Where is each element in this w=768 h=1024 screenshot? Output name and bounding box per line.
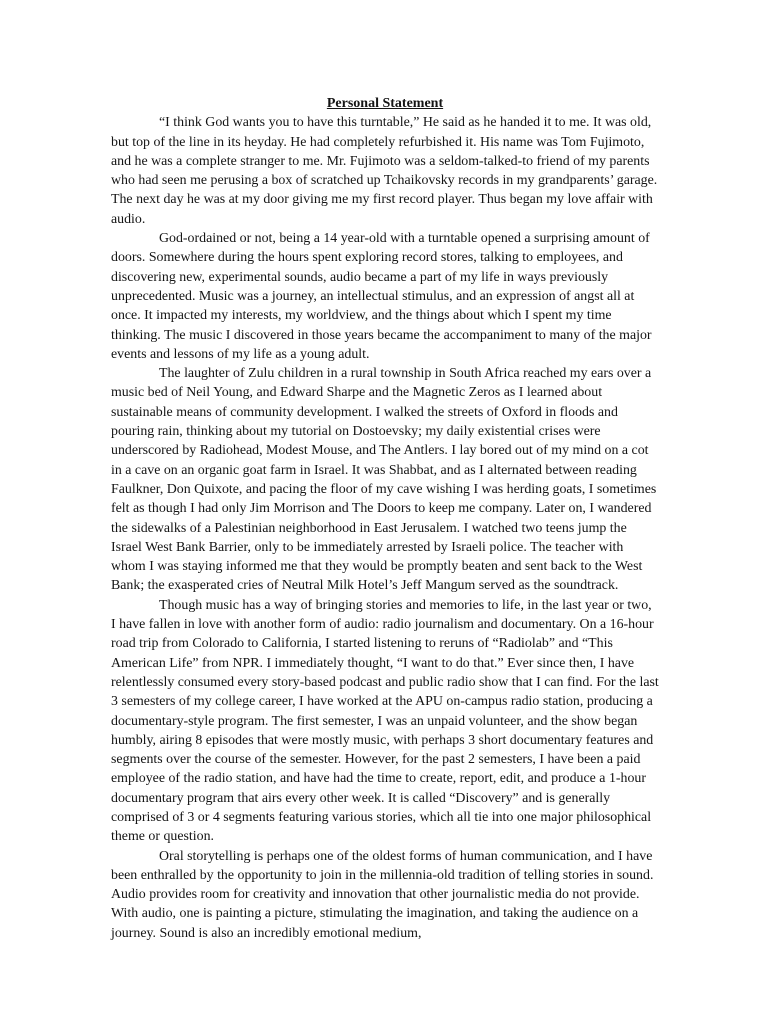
paragraph-turntable: “I think God wants you to have this turntable,” He said as he handed it to me. It was old, but top of the line in its heyday. He had completely refurbished it. His name was Tom Fujimoto, and he was a complete stranger to me. Mr. Fujimoto was a seldom-talked-to friend of my parents who had seen me perusing a box of scratched up Tchaikovsky records in my grandparents’ garage. The next day he was at my door giving me my first record player. Thus began my love affair with audio. <box>111 115 658 227</box>
paragraph-radio-journalism: Though music has a way of bringing stories and memories to life, in the last year or two, I have fallen in love with another form of audio: radio journalism and documentary. On a 16-hour road trip from Colorado to California, I started listening to reruns of “Radiolab” and “This American Life” from NPR. I immediately thought, “I want to do that.” Ever since then, I have relentlessly consumed every story-based podcast and public radio show that I can find. For the last 3 semesters of my college career, I have worked at the APU on-campus radio station, producing a documentary-style program. The first semester, I was an unpaid volunteer, and the show began humbly, airing 8 episodes that were mostly music, with perhaps 3 short documentary features and segments over the course of the semester. However, for the past 2 semesters, I have been a paid employee of the radio station, and have had the time to create, report, edit, and produce a 1-hour documentary program that airs every other week. It is called “Discovery” and is generally comprised of 3 or 4 segments featuring various stories, which all tie into one major philosophical theme or question. <box>111 597 659 845</box>
paragraph-travels: The laughter of Zulu children in a rural township in South Africa reached my ears over a music bed of Neil Young, and Edward Sharpe and the Magnetic Zeros as I learned about sustainable means of community development. I walked the streets of Oxford in floods and pouring rain, thinking about my tutorial on Dostoevsky; my daily existential crises were underscored by Radiohead, Modest Mouse, and The Antlers. I lay bored out of my mind on a cot in a cave on an organic goat farm in Israel. It was Shabbat, and as I alternated between reading Faulkner, Don Quixote, and pacing the floor of my cave wishing I was herding goats, I sometimes felt as though I had only Jim Morrison and The Doors to keep me company. Later on, I wandered the sidewalks of a Palestinian neighborhood in East Jerusalem. I watched two teens jump the Israel West Bank Barrier, only to be immediately arrested by Israeli police. The teacher with whom I was staying informed me that they would be promptly beaten and sent back to the West Bank; the exasperated cries of Neutral Milk Hotel’s Jeff Mangum served as the soundtrack. <box>111 366 657 594</box>
document-title: Personal Statement <box>326 96 444 111</box>
paragraph-oral-storytelling: Oral storytelling is perhaps one of the oldest forms of human communication, and I have been enthralled by the opportunity to join in the millennia-old tradition of telling stories in sound. Audio provides room for creativity and innovation that other journalistic media do not provide. With audio, one is painting a picture, stimulating the imagination, and taking the audience on a journey. Sound is also an incredibly emotional medium, <box>111 848 654 941</box>
document-body <box>111 94 659 943</box>
paragraph-audio-journey: God-ordained or not, being a 14 year-old with a turntable opened a surprising amount of doors. Somewhere during the hours spent exploring record stores, talking to employees, and discovering new, experimental sounds, audio became a part of my life in ways previously unprecedented. Music was a journey, an intellectual stimulus, and an expression of angst all at once. It impacted my interests, my worldview, and the things about which I spent my time thinking. The music I discovered in those years became the accompaniment to many of the major events and lessons of my life as a young adult. <box>111 231 652 362</box>
